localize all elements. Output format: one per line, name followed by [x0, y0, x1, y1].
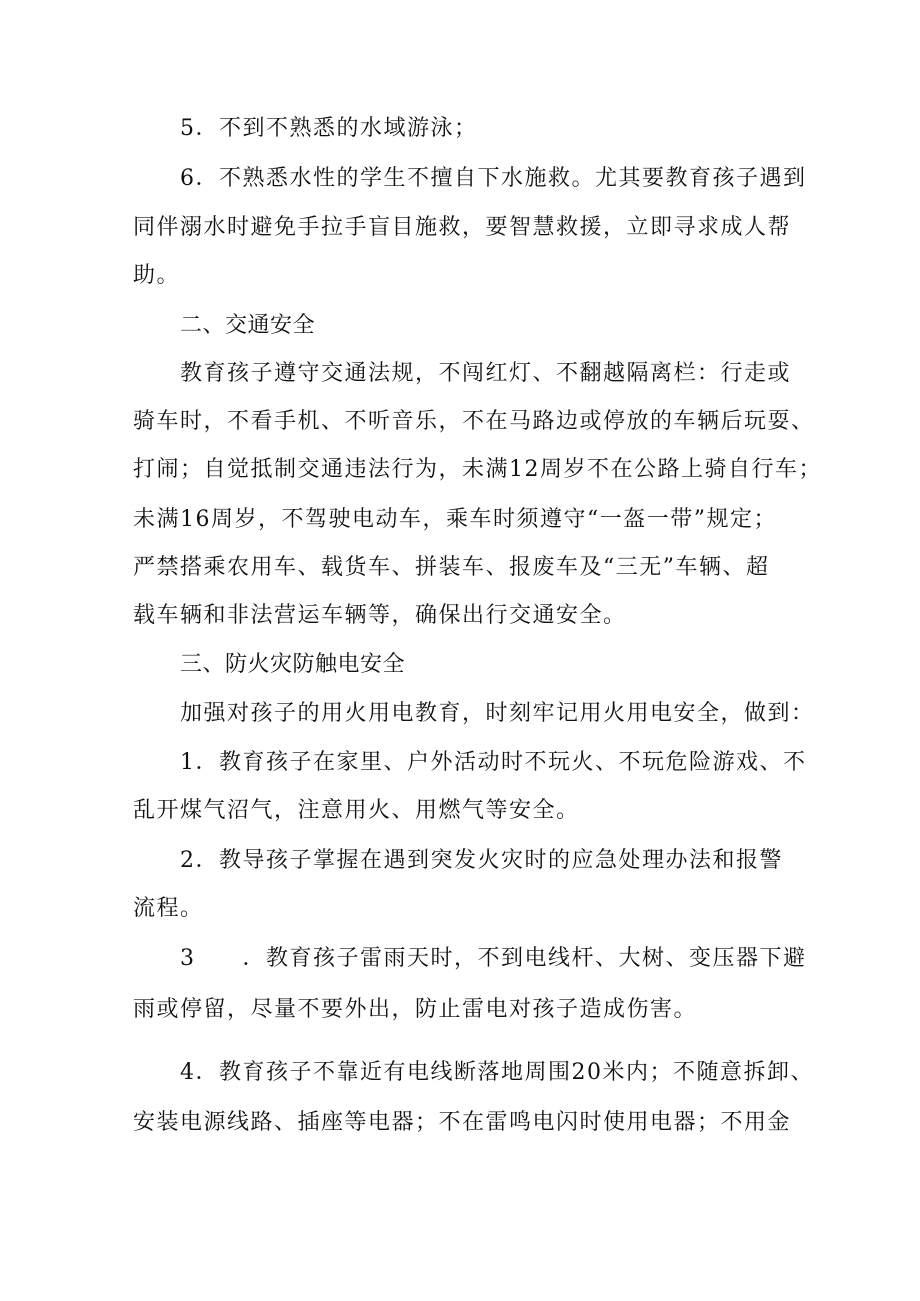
item-6-line-1: 6．不熟悉水性的学生不擅自下水施救。尤其要教育孩子遇到: [180, 166, 807, 191]
traffic-paragraph-line-4: 未满16周岁，不驾驶电动车，乘车时须遵守“一盔一带”规定；: [133, 507, 777, 532]
traffic-paragraph-line-6: 载车辆和非法营运车辆等，确保出行交通安全。: [133, 603, 627, 628]
item-6-line-2: 同伴溺水时避免手拉手盲目施救，要智慧救援，立即寻求成人帮: [133, 215, 792, 240]
fire-item-3-line-2: 雨或停留，尽量不要外出，防止雷电对孩子造成伤害。: [133, 997, 698, 1022]
fire-item-1-line-2: 乱开煤气沼气，注意用火、用燃气等安全。: [133, 798, 580, 823]
fire-item-4-line-1: 4．教育孩子不靠近有电线断落地周围20米内；不随意拆卸、: [180, 1060, 814, 1085]
fire-intro-line: 加强对孩子的用火用电教育，时刻牢记用火用电安全，做到：: [180, 701, 815, 726]
fire-item-3-line-1: 3 ．教育孩子雷雨天时，不到电线杆、大树、变压器下避: [180, 946, 807, 971]
fire-item-2-line-1: 2．教导孩子掌握在遇到突发火灾时的应急处理办法和报警: [180, 848, 783, 873]
traffic-paragraph-line-5: 严禁搭乘农用车、载货车、拼装车、报废车及“三无”车辆、超: [133, 555, 770, 580]
traffic-paragraph-line-3: 打闹；自觉抵制交通违法行为，未满12周岁不在公路上骑自行车；: [133, 457, 822, 482]
item-5-line: 5．不到不熟悉的水域游泳；: [180, 116, 478, 141]
traffic-paragraph-line-2: 骑车时，不看手机、不听音乐，不在马路边或停放的车辆后玩耍、: [133, 409, 815, 434]
traffic-paragraph-line-1: 教育孩子遵守交通法规，不闯红灯、不翻越隔离栏：行走或: [180, 361, 792, 386]
fire-item-4-line-2: 安装电源线路、插座等电器；不在雷鸣电闪时使用电器；不用金: [133, 1110, 792, 1135]
section-heading-fire-electric-safety: 三、防火灾防触电安全: [180, 652, 406, 677]
fire-item-2-line-2: 流程。: [133, 896, 204, 921]
section-heading-traffic-safety: 二、交通安全: [180, 313, 316, 338]
item-6-line-3: 助。: [133, 263, 181, 288]
fire-item-1-line-1: 1．教育孩子在家里、户外活动时不玩火、不玩危险游戏、不: [180, 750, 807, 775]
